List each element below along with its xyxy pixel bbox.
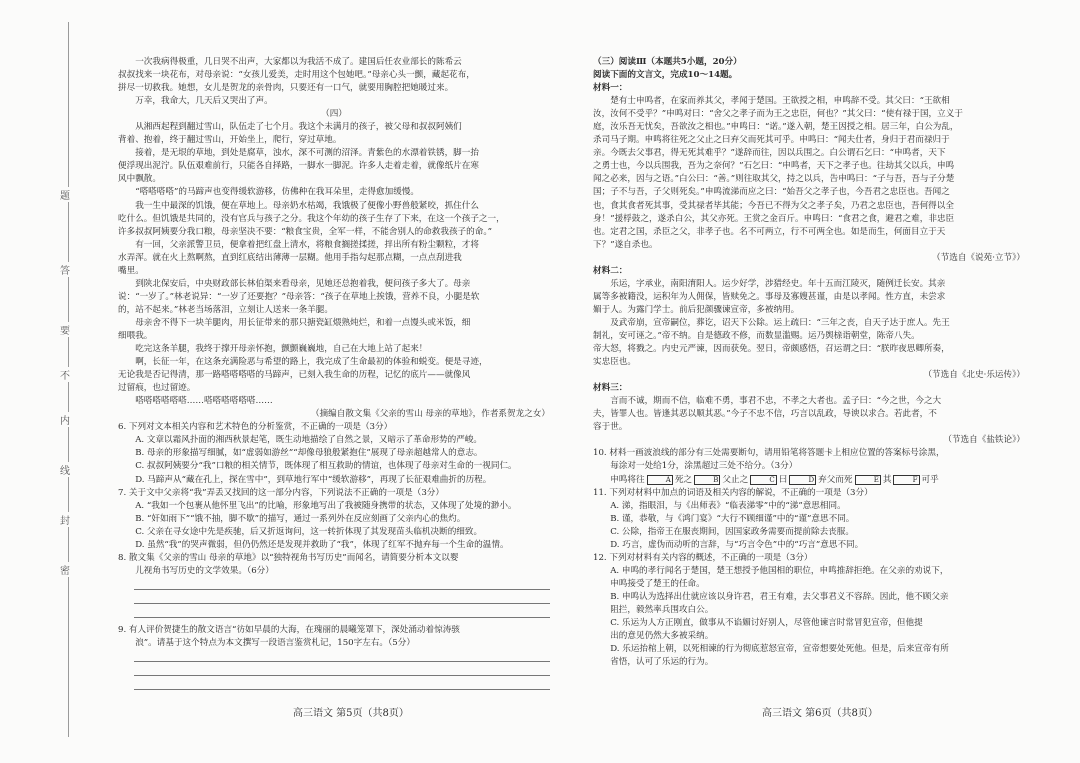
text-line: 7. 关于文中父亲将“我”弄丢又找回的这一部分内容，下列说法不正确的一项是（3分）: [118, 487, 444, 498]
option-text: 曰: [778, 474, 788, 485]
text-line: （摘编自散文集《父亲的雪山 母亲的草地》，作者系贺龙之女）: [310, 409, 550, 420]
text-line: 11. 下列对材料中加点的词语及相关内容的解说，不正确的一项是（3分）: [593, 487, 873, 498]
text-line: A. 涕，指眼泪，与《出师表》“临表涕零”中的“涕”意思相同。: [610, 500, 846, 511]
text-line: 10. 材料一画波浪线的部分有三处需要断句，请用铅笔将答题卡上相应位置的答案标号涂黑，: [593, 448, 945, 459]
text-line: B. “奸如雨下”“饿不抽，脚不歇”的描写，通过一系列外在反应刻画了父亲内心的焦灼。: [135, 513, 466, 524]
text-line: B. 母亲的形象描写细腻，如“虚弱如游丝”“却像母狼般紧抱住”展现了母亲超越常人的意志。: [135, 448, 483, 459]
text-line: 母亲舍不得下一块羊腿肉，用长征带来的那只搪瓷缸煨熟炖烂，和着一点馒头或米饭，细: [135, 317, 471, 328]
text-line: 啊，长征一年，在这条充满险恶与希望的路上，我完成了生命最初的体验和蜕变。便是寻迹，: [135, 357, 488, 368]
text-line: 风中飘散。: [118, 174, 161, 185]
text-line: （四）: [321, 109, 347, 120]
margin-char: 要: [58, 322, 72, 337]
option-text: 死之: [674, 474, 693, 485]
text-line: 阻拦，毅然率兵围攻白公。: [610, 604, 714, 615]
question-10-options: [593, 474, 1025, 487]
margin-char: 封: [58, 512, 72, 527]
text-line: 亲。今既去父事君，得无死其难乎？”遂辞而往，因以兵围之。白公谓石乞曰：“申鸣者，天下: [593, 148, 946, 159]
margin-char: 答: [58, 262, 72, 277]
text-line: 我一生中最深的饥饿，便在草地上。母亲奶水枯竭，我饿极了便像小野兽般紧咬，抓住什么: [135, 200, 479, 211]
text-line: 一次我病得极重，几日哭不出声，大家都以为我活不成了。建国后任农业部长的陈希云: [135, 57, 462, 67]
text-line: 楚有士申鸣者，在家而养其父，孝闻于楚国。王欲授之相，申鸣辞不受。其父曰：“王欲相: [610, 96, 950, 107]
text-line: B. 谨，恭敬，与《鸿门宴》“大行不顾细谨”中的“谨”意思不同。: [610, 513, 855, 524]
text-line: 儿视角书写历史的文学效果。（6分）: [135, 565, 274, 576]
text-line: D. 乐运抬棺上朝，以死相谏的行为彻底惹怒宣帝，宣帝想要处死他。但是，后来宣帝有所: [610, 644, 949, 655]
text-line: 12. 下列对材料有关内容的概述，不正确的一项是（3分）: [593, 552, 813, 563]
text-line: 吃什么。但饥饿是共同的，没有官兵与孩子之分。我这个年幼的孩子生存了下来，在这一个孩子之一，: [118, 213, 505, 224]
right-page: [593, 56, 1025, 669]
break-mark-box[interactable]: E: [855, 475, 881, 485]
text-line: 身！”援桴鼓之，遂杀白公，其父亦死。王赏之金百斤。申鸣曰：“食君之食，避君之难，非忠臣: [593, 213, 955, 224]
text-line: 说：“一岁了。”林老说异：“一岁了还要抱？”母亲答：“孩子在草地上挨饿，营养不良，小腿是软: [118, 291, 480, 302]
option-text: 父止之: [722, 474, 749, 485]
break-mark-box[interactable]: B: [694, 475, 720, 485]
break-mark-box[interactable]: C: [750, 475, 777, 485]
text-line: A. 文章以霜风扑面的湘西秋景起笔，既生动地描绘了自然之景，又暗示了革命形势的严峻。: [135, 435, 483, 446]
text-line: 属等多被籍没，运积年为人佣保，皆赎免之。事母及寡嫂甚谨，由是以孝闻。性方直，未尝求: [593, 291, 946, 302]
break-mark-box[interactable]: A: [647, 475, 673, 485]
text-line: 浪”。请基于这个特点为本文撰写一段语言鉴赏札记，150字左右。（5分）: [135, 637, 415, 648]
question-10: [593, 447, 1025, 473]
text-line: 从湘西起程到翻过雪山，队伍走了七个月。我这个未满月的孩子，被父母和叔叔阿姨们: [135, 122, 462, 133]
text-line: 下？”遂自杀也。: [593, 239, 658, 250]
answer-line[interactable]: [134, 664, 550, 676]
text-line: 材料三：: [593, 383, 628, 394]
text-line: 夫，皆罪人也。皆逢其恶以顺其恶。”今子不忠不信，巧言以乱政，导谀以求合。若此者，不: [593, 409, 937, 420]
source-1: （节选自《说苑·立节》）: [932, 252, 1025, 263]
text-line: 容于世。: [593, 422, 628, 433]
text-line: 之勇士也，今以兵围我，吾为之奈何？”石乞曰：“申鸣者，天下之孝子也。往劫其父以兵，申鸣: [593, 161, 955, 172]
text-line: 9. 有人评价贺捷生的散文语言“彷如早晨的大海，在瑰丽的晨曦笼罩下，深处涌动着惊涛骇: [118, 624, 460, 635]
text-line: 汝，汝何不受乎？”申鸣对曰：“舍父之孝子而为王之忠臣，何也？”其父曰：“使有禄于国，立义于: [593, 109, 963, 120]
margin-char: 不: [58, 367, 72, 382]
footer-left: 高三语文 第5页（共8页）: [293, 708, 409, 719]
text-line: 背着、抱着，终于翻过雪山，开始坐上，爬行，穿过草地。: [118, 135, 342, 146]
text-line: 8. 散文集《父亲的雪山 母亲的草地》以“独特视角书写历史”而闻名，请简要分析本文以婴: [118, 552, 459, 563]
text-line: 出的意见仍然大多被采纳。: [610, 631, 714, 642]
text-line: B. 申鸣认为选择出仕就应该以身许君，君王有难，去父事君义不容辞。因此，他不顾父亲: [610, 591, 949, 602]
left-page: [118, 56, 550, 692]
text-line: C. 父亲在寻女途中先是疾驰，后又折返询问，这一转折体现了其发现苗头临机决断的细致。: [135, 526, 483, 537]
answer-line[interactable]: [134, 650, 550, 662]
text-line: C. 公除，指帝王在服丧期间，因国家政务需要而提前除去丧服。: [610, 526, 854, 537]
text-line: 言而不诚，期而不信，临难不勇，事君不忠，不孝之大者也。孟子曰：“今之世，今之大: [610, 396, 942, 407]
margin-char: 线: [58, 462, 72, 477]
material-2: [593, 265, 1025, 369]
text-line: 吃完这条羊腿，我终于撑开母亲怀抱，颤颤巍巍地，自己在大地上站了起来！: [135, 344, 428, 355]
text-line: （三）阅读Ⅲ（本题共5小题，20分）: [593, 57, 742, 67]
text-line: C. 叔叔阿姨要分“我”口粮的相关情节，既体现了相互救助的情谊，也体现了母亲对生命的一视同仁。: [135, 461, 517, 472]
text-line: 乐运，字承业，南阳淯阳人。运少好学，涉猎经史。年十五而江陵灭，随例迁长安。其亲: [610, 278, 946, 289]
text-line: 帝大怒，将戮之。内史元严谏，因而获免。翌日，帝颇感悟，召运谓之曰：“朕昨夜思卿所奏，: [593, 344, 950, 355]
text-line: C. 乐运为人方正刚直，做事从不谄媚讨好别人，尽管他谏言时常冒犯宣帝，但他提: [610, 618, 923, 629]
text-line: 叔叔找来一块花布，对母亲说：“女孩儿爱美，走时用这个包她吧。”母亲心头一颤，藏起花布，: [118, 70, 475, 81]
text-line: 每涂对一处给1分，涂黑超过三处不给分。（3分）: [610, 461, 798, 472]
text-line: 媚于人。为露门学士。前后犯颜骤谏宣帝，多被纳用。: [593, 304, 800, 315]
text-line: A. “我如一个包裹从他怀里飞出”的比喻，形象地写出了我被随身携带的状态，又体现了处境的渺小。: [135, 500, 517, 511]
text-line: 无论我是否记得清，那一路嗒嗒嗒嗒的马蹄声，已刻入我生命的历程，记忆的底片——就像风: [118, 370, 471, 381]
text-line: 省悟，认可了乐运的行为。: [610, 657, 714, 668]
binding-margin: [58, 22, 74, 737]
text-line: 到陕北保安后，中央财政部长林伯渠来看母亲，见她还总抱着我，便问孩子多大了。母亲: [135, 278, 471, 289]
text-line: 6. 下列对文本相关内容和艺术特色的分析鉴赏，不正确的一项是（3分）: [118, 422, 393, 433]
text-line: 及武帝崩，宣帝嗣位，葬讫，诏天下公除。运上疏曰：“三年之丧，自天子达于庶人。先王: [610, 317, 950, 328]
text-line: 嗒嗒嗒嗒嗒嗒……嗒嗒嗒嗒嗒嗒……: [135, 396, 273, 407]
text-line: 庭，汝乐吾无忧矣，吾欲汝之相也。”申鸣曰：“诺。”遂入朝，楚王因授之相。居三年，白公为乱，: [593, 122, 959, 133]
text-line: 申鸣接受了楚王的任命。: [610, 578, 705, 589]
answer-line[interactable]: [134, 606, 550, 618]
text-line: 万幸，我命大，几天后又哭出了声。: [135, 96, 273, 107]
text-line: 水弄浑。就在火上熬啊熬，直到红底结出薄薄一层糊。他用手指勾起那点糊，一点点刮进我: [118, 252, 462, 263]
source-2: （节选自《北史·乐运传》）: [923, 370, 1025, 381]
text-line: 拼尽一切救我。她想，女儿是贺龙的亲骨肉，只要还有一口气，就要用胸腔把她暖过来。: [118, 83, 454, 94]
text-line: 的，站不起来。”林老当场落泪，立刻让人送来一条羊腿。: [118, 304, 333, 315]
questions-11-12: [593, 487, 1025, 670]
answer-line[interactable]: [134, 678, 550, 690]
option-text: 弃父而死: [818, 474, 853, 485]
text-line: 闻之必来，因与之语。”白公曰：“善。”则往取其父，持之以兵，告申鸣曰：“子与吾，吾与子分楚: [593, 174, 955, 185]
text-line: D. 马蹄声从“藏在孔上，探在雪中”，到草地行军中“缓软游移”，再现了长征艰难曲折的历程。: [135, 474, 492, 485]
margin-char: 题: [58, 187, 72, 202]
text-line: 接着，是无垠的草地，到处是腐草，浊水，深不可测的沼泽。青紫色的水漂着铁锈，脚一抬: [135, 148, 479, 159]
text-line: 实忠臣也。: [593, 357, 636, 368]
left-text: [118, 56, 550, 578]
option-text: 其: [882, 474, 892, 485]
text-line: 嘴里。: [118, 265, 144, 276]
text-line: 阅读下面的文言文，完成10～14题。: [593, 70, 738, 81]
answer-line[interactable]: [134, 592, 550, 604]
option-text: 可乎: [921, 474, 939, 485]
text-line: 细喂我。: [118, 330, 153, 341]
answer-line[interactable]: [134, 578, 550, 590]
text-line: D. 虽然“我”的哭声微弱，但仍仍然还是发现并救助了“我”，体现了红军不抛弃每一个生命的温情。: [135, 539, 509, 550]
footer-right: 高三语文 第6页（共8页）: [762, 708, 878, 719]
margin-char: 密: [58, 562, 72, 577]
text-line: 过留痕，也过留迹。: [118, 383, 196, 394]
text-line: 许多叔叔阿姨要分我口粮，母亲坚决不要：“粮食宝贵，全军一样，不能舍别人的命救我孩子的命。”: [118, 226, 493, 237]
option-lead: 申鸣将往: [610, 474, 645, 485]
text-line: 材料一：: [593, 83, 628, 94]
text-line: 杀司马子期。申鸣将往死之父止之曰弃父而死其可乎。申鸣曰：“闻夫仕者，身归于君而禄归于: [593, 135, 950, 146]
text-line: 也。定君之国，杀臣之父，非孝子也。名不可两立，行不可两全也。如是而生，何面目立于天: [593, 226, 946, 237]
text-line: 制礼，安可诬之。”帝不纳。自是德政不修，而数显滥赐。运乃舆榇诣朝堂，陈帝八失。: [593, 330, 920, 341]
text-line: 便浮现出泥泞。队伍艰难前行，只能各自择路，一脚水一脚泥。许多人走着走着，就像纸片在寒: [118, 161, 479, 172]
material-3: [593, 382, 1025, 434]
margin-char: 内: [58, 412, 72, 427]
text-line: 国；子不与吾，子父则死矣。”申鸣流涕而应之曰：“始吾父之孝子也，今吾君之忠臣也。吾闻之: [593, 187, 950, 198]
break-mark-box[interactable]: F: [893, 475, 919, 485]
break-mark-box[interactable]: D: [789, 475, 816, 485]
text-line: “嗒嗒嗒嗒”的马蹄声也变得缓软游移，仿佛种在我耳朵里，走得愈加缓慢。: [135, 187, 419, 198]
text-line: 有一回，父亲派警卫员，便拿着把红盘上清水，将粮食搁搓揉搓，拌出所有粉尘颗粒，才将: [135, 239, 479, 250]
text-line: 也，食其食者死其事，受其禄者毕其能；今吾已不得为父之孝子矣，乃君之忠臣也，吾何得以全: [593, 200, 954, 211]
material-1: [593, 56, 1025, 252]
source-3: （节选自《盐铁论》）: [943, 435, 1025, 446]
question-9: [118, 624, 550, 650]
text-line: D. 巧言，虚伪而动听的言辞，与“巧言令色”中的“巧言”意思不同。: [610, 539, 864, 550]
text-line: A. 申鸣的孝行闻名于楚国，楚王想授予他国相的职位，申鸣推辞拒绝。在父亲的劝说下，: [610, 565, 949, 576]
text-line: 材料二：: [593, 265, 628, 276]
